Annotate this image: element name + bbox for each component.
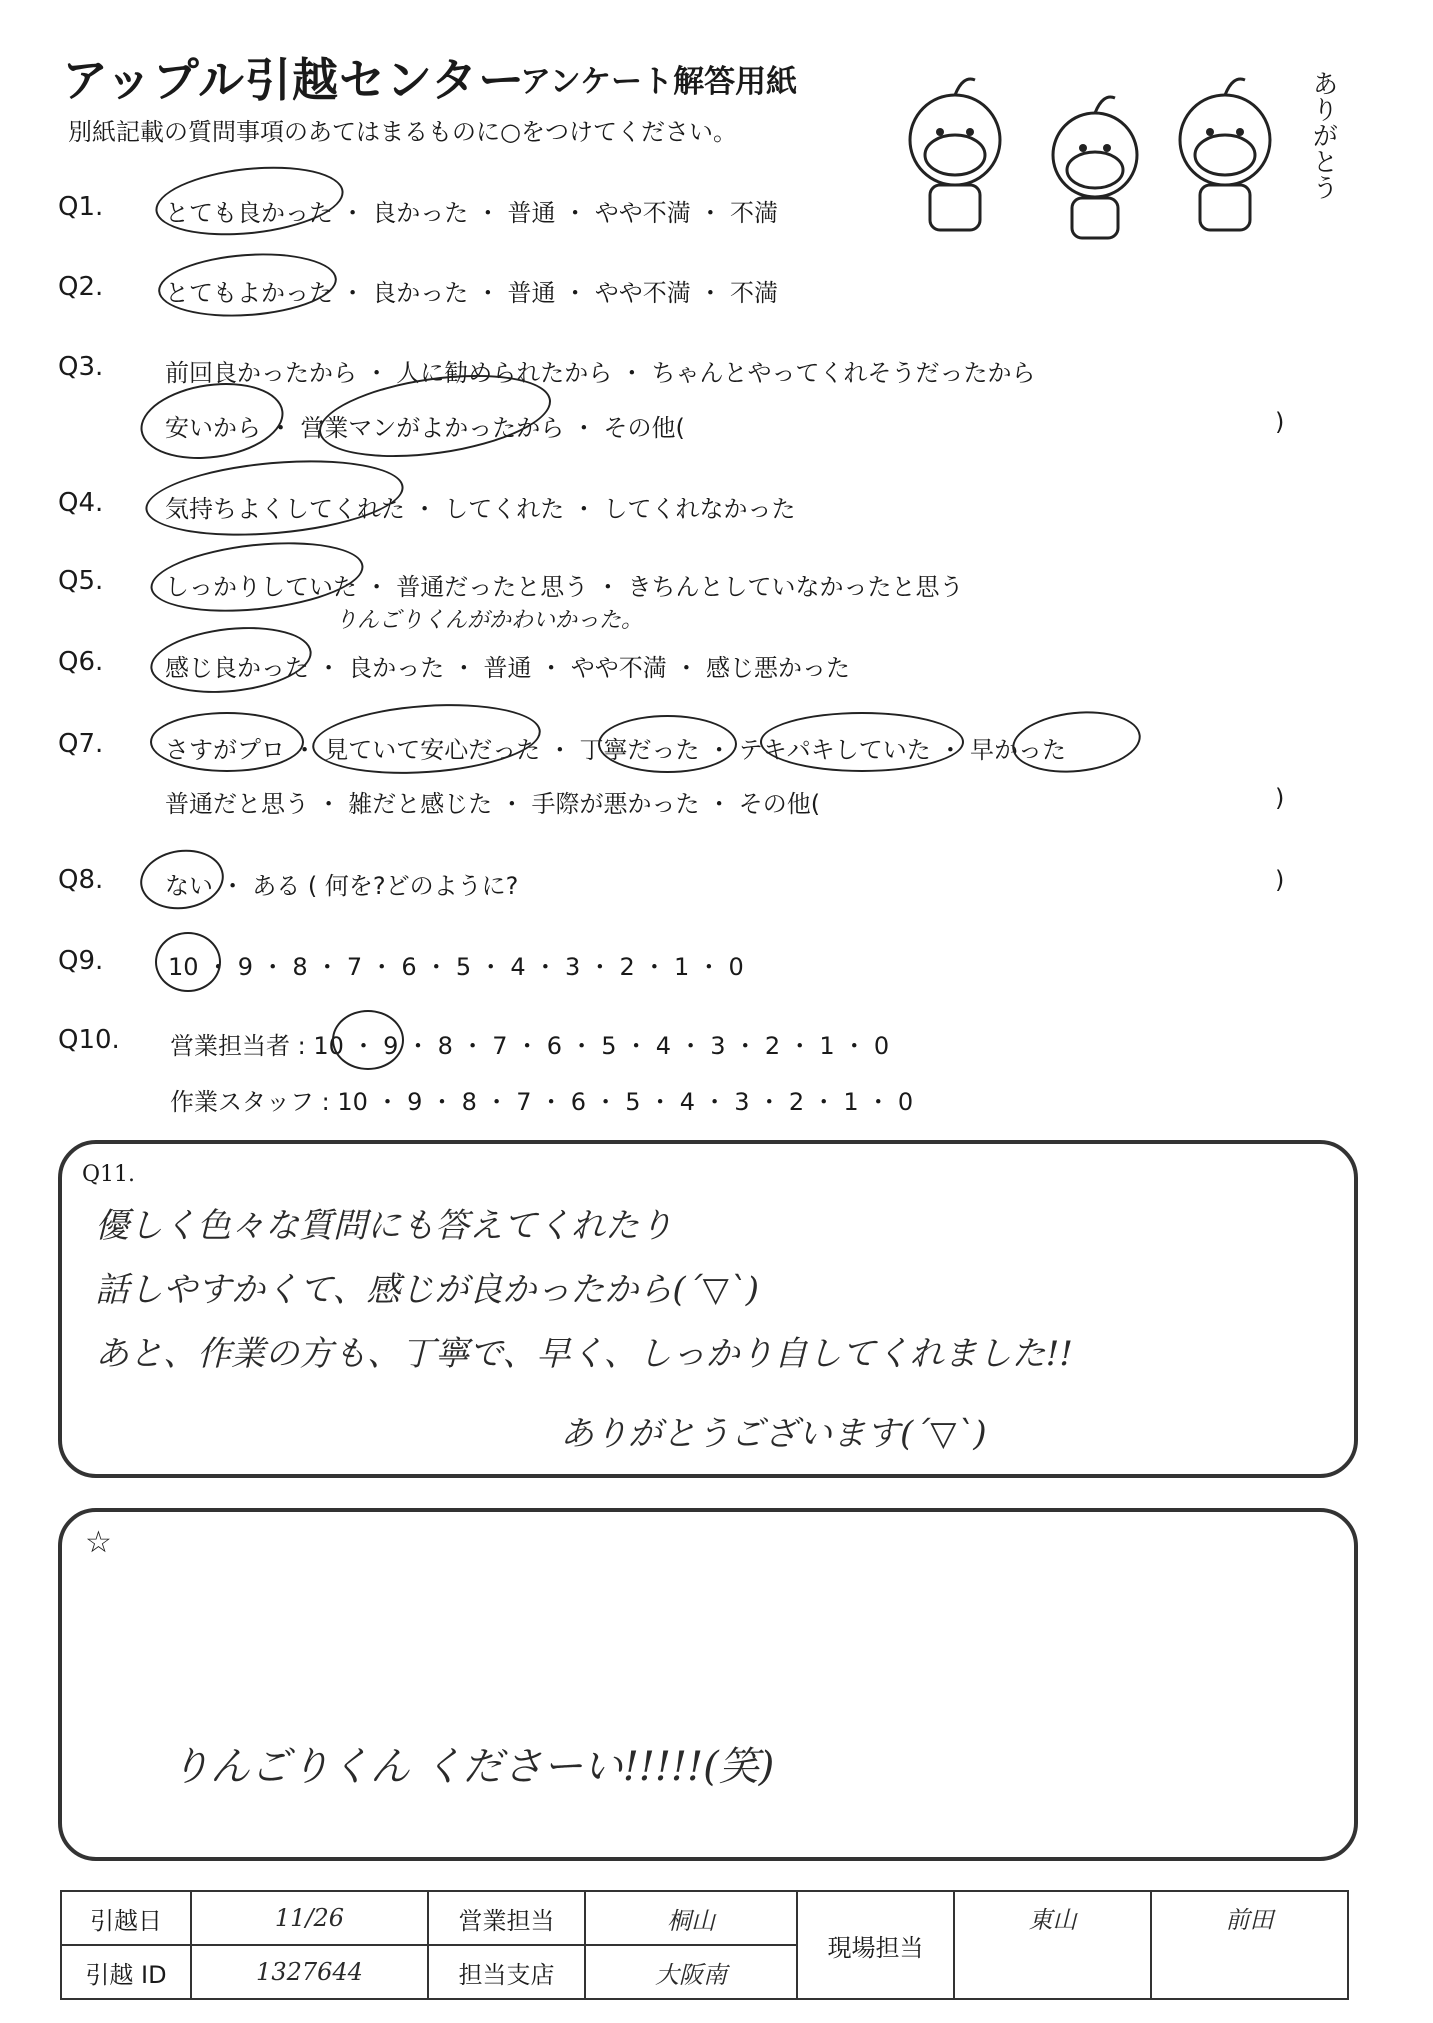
q2-selection-circle <box>156 248 339 322</box>
q11-label: Q11. <box>82 1162 136 1187</box>
q11-comment-line-3: あと、作業の方も、丁寧で、早く、しっかり自してくれました!! <box>95 1334 1073 1374</box>
sales-rep-value: 桐山 <box>585 1891 797 1945</box>
q10-staff-scale[interactable]: 作業スタッフ : 10 ・ 9 ・ 8 ・ 7 ・ 6 ・ 5 ・ 4 ・ 3 ・ 2 ・ 1 ・ 0 <box>170 1088 914 1116</box>
q1-selection-circle <box>152 158 347 243</box>
q3-options-line1[interactable]: 前回良かったから ・ 人に勧められたから ・ ちゃんとやってくれそうだったから <box>165 359 1036 387</box>
q6-label: Q6. <box>58 647 104 677</box>
q5-label: Q5. <box>58 566 104 596</box>
q3-options-line2[interactable]: 安いから ・ 営業マンがよかったから ・ その他( <box>165 414 685 442</box>
q2-options[interactable]: とてもよかった ・ 良かった ・ 普通 ・ やや不満 ・ 不満 <box>165 279 779 307</box>
q10-selection-circle <box>332 1010 404 1070</box>
q3-label: Q3. <box>58 352 104 382</box>
company-title: アップル引越センター <box>62 53 526 107</box>
site-staff-1: 東山 <box>954 1891 1151 1999</box>
q7-options-line1[interactable]: さすがプロ ・ 見ていて安心だった ・ 丁寧だった ・ テキパキしていた ・ 早かった <box>165 736 1067 764</box>
q6-options[interactable]: 感じ良かった ・ 良かった ・ 普通 ・ やや不満 ・ 感じ悪かった <box>165 654 851 682</box>
q8-close-paren: ) <box>1275 866 1285 894</box>
q9-label: Q9. <box>58 946 104 976</box>
q8-label: Q8. <box>58 865 104 895</box>
q10-label: Q10. <box>58 1025 120 1055</box>
star-icon: ☆ <box>85 1525 112 1560</box>
q5-selection-circle <box>147 533 367 621</box>
q9-selection-circle <box>155 932 221 992</box>
q7-close-paren: ) <box>1275 784 1285 812</box>
q7-circle-pro <box>150 712 304 772</box>
q5-handwritten-note: りんごりくんがかわいかった。 <box>335 608 644 633</box>
form-subtitle: アンケート解答用紙 <box>520 64 798 100</box>
q1-label: Q1. <box>58 192 104 222</box>
star-comment-text: りんごりくん くださーい!!!!!(笑) <box>170 1744 775 1790</box>
q6-selection-circle <box>147 620 315 701</box>
q2-label: Q2. <box>58 272 104 302</box>
star-comment-box <box>58 1508 1358 1861</box>
instruction-text: 別紙記載の質問事項のあてはまるものに○をつけてください。 <box>68 118 737 146</box>
q4-label: Q4. <box>58 488 104 518</box>
move-id-value: 1327644 <box>191 1945 428 1999</box>
q7-circle-fast <box>1009 705 1144 778</box>
q1-options[interactable]: とても良かった ・ 良かった ・ 普通 ・ やや不満 ・ 不満 <box>165 199 779 227</box>
sales-rep-label: 営業担当 <box>428 1891 585 1945</box>
q7-label: Q7. <box>58 729 104 759</box>
q11-comment-line-2: 話しやすかくて、感じが良かったから(´▽`) <box>95 1270 759 1310</box>
q3-circle-cheap <box>136 374 289 467</box>
branch-label: 担当支店 <box>428 1945 585 1999</box>
branch-value: 大阪南 <box>585 1945 797 1999</box>
q4-options[interactable]: 気持ちよくしてくれた ・ してくれた ・ してくれなかった <box>165 495 796 523</box>
q7-circle-brisk <box>760 712 964 772</box>
move-date-value: 11/26 <box>191 1891 428 1945</box>
q10-sales-scale[interactable]: 営業担当者 : 10 ・ 9 ・ 8 ・ 7 ・ 6 ・ 5 ・ 4 ・ 3 ・ 2 ・ 1 ・ 0 <box>170 1032 890 1060</box>
q5-options[interactable]: しっかりしていた ・ 普通だったと思う ・ きちんとしていなかったと思う <box>165 573 964 601</box>
q11-comment-line-4: ありがとうございます(´▽`) <box>560 1414 987 1454</box>
q7-circle-polite <box>598 715 737 773</box>
q11-comment-line-1: 優しく色々な質問にも答えてくれたり <box>95 1206 673 1246</box>
site-staff-2: 前田 <box>1151 1891 1348 1999</box>
move-id-label: 引越 ID <box>61 1945 191 1999</box>
site-staff-label: 現場担当 <box>797 1891 954 1999</box>
move-info-table <box>60 1890 1349 2000</box>
mascot-caption: ありがとう <box>1308 70 1338 200</box>
q9-scale[interactable]: 10 ・ 9 ・ 8 ・ 7 ・ 6 ・ 5 ・ 4 ・ 3 ・ 2 ・ 1 ・ 0 <box>168 953 744 981</box>
move-date-label: 引越日 <box>61 1891 191 1945</box>
q3-close-paren: ) <box>1275 408 1285 436</box>
q8-selection-circle <box>136 844 227 914</box>
q7-options-line2[interactable]: 普通だと思う ・ 雑だと感じた ・ 手際が悪かった ・ その他( <box>165 790 821 818</box>
q7-circle-safe <box>310 697 543 781</box>
q4-selection-circle <box>142 451 406 545</box>
mascot-illustration <box>895 60 1335 240</box>
q8-options[interactable]: ない ・ ある ( 何を?どのように? <box>165 872 519 900</box>
